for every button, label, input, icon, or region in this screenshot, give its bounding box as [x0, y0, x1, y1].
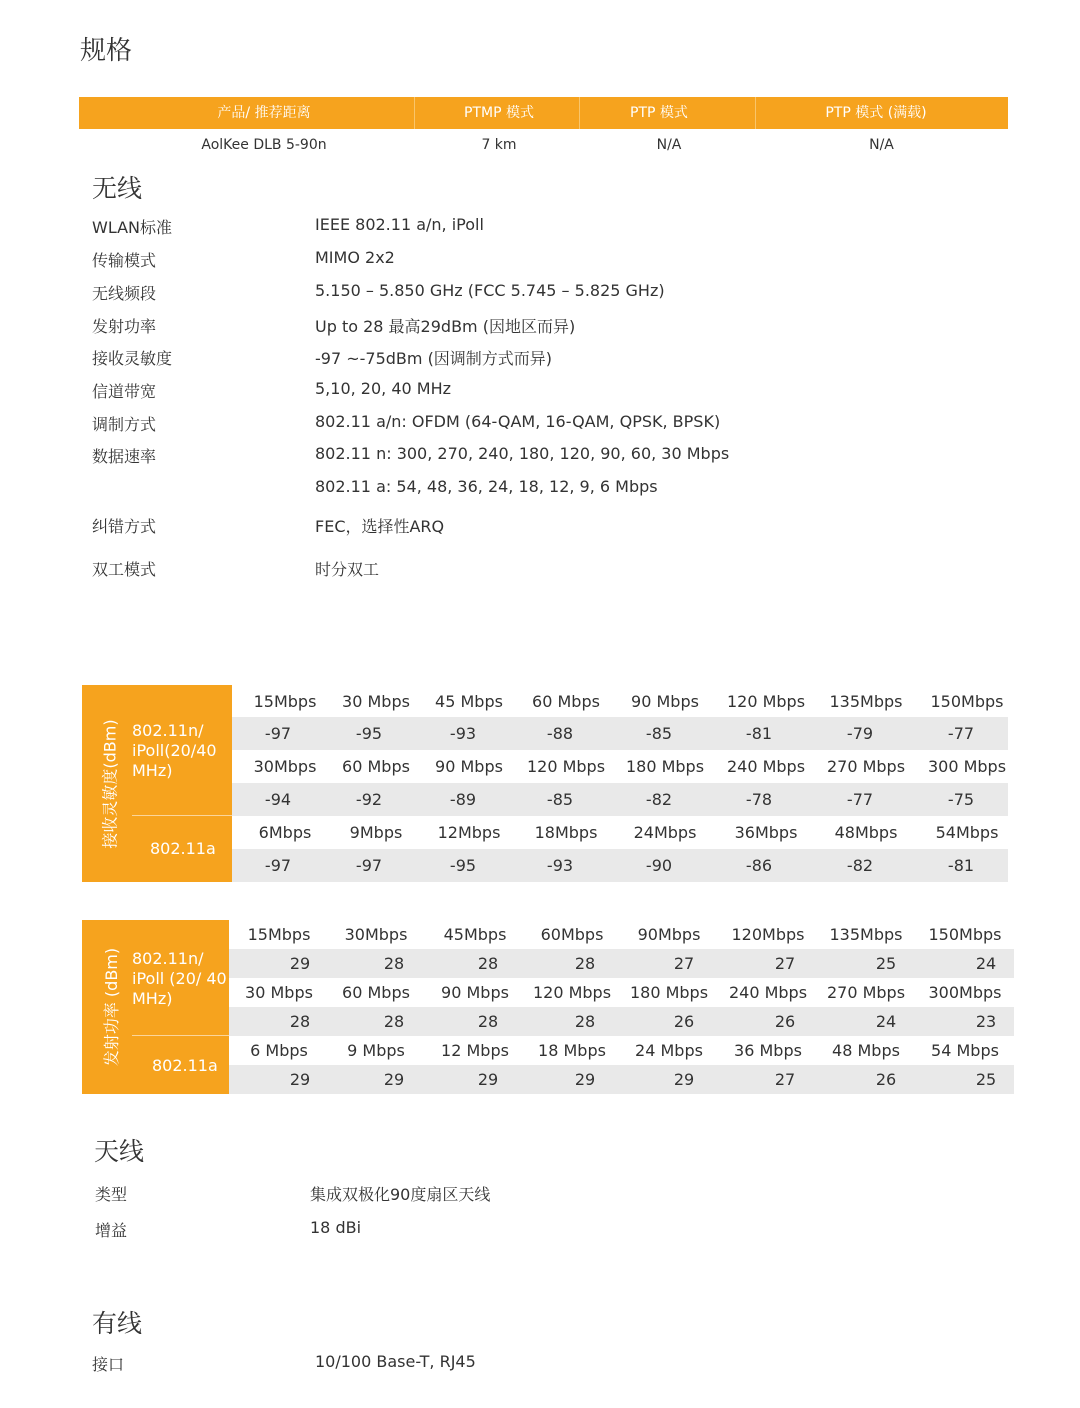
value-cell: 25	[975, 1070, 997, 1089]
spec-label: 接口	[92, 1355, 125, 1374]
value-cell: 28	[477, 954, 499, 973]
group-label-a: 802.11a	[152, 1056, 218, 1075]
page-title: 规格	[80, 36, 133, 66]
rate-cell: 48 Mbps	[832, 1041, 900, 1060]
spec-value: 5.150 – 5.850 GHz (FCC 5.745 – 5.825 GHz)	[315, 281, 665, 300]
rate-cell: 24Mbps	[633, 823, 697, 842]
value-cell: 27	[774, 954, 796, 973]
rate-cell: 15Mbps	[253, 692, 317, 711]
value-cell: 28	[383, 954, 405, 973]
value-cell: 24	[975, 954, 997, 973]
rate-cell: 270 Mbps	[826, 757, 906, 776]
value-cell: -93	[546, 856, 574, 875]
value-cell: 28	[574, 954, 596, 973]
rate-cell: 90 Mbps	[441, 983, 509, 1002]
rate-cell: 60 Mbps	[532, 692, 600, 711]
spec-value: 802.11 a: 54, 48, 36, 24, 18, 12, 9, 6 Mbps	[315, 477, 658, 496]
value-cell: 26	[774, 1012, 796, 1031]
rate-cell: 45 Mbps	[435, 692, 503, 711]
cell-product: AolKee DLB 5-90n	[201, 137, 327, 153]
value-cell: 27	[774, 1070, 796, 1089]
spec-value: 集成双极化90度扇区天线	[310, 1185, 491, 1204]
rate-cell: 120Mbps	[731, 925, 805, 944]
rate-cell: 36 Mbps	[734, 1041, 802, 1060]
rate-cell: 120 Mbps	[726, 692, 806, 711]
rate-cell: 120 Mbps	[526, 757, 606, 776]
spec-value: FEC，选择性ARQ	[315, 517, 445, 536]
spec-label: 无线频段	[92, 284, 157, 303]
group-label-n: 802.11n/ iPoll (20/ 40 MHz)	[132, 949, 227, 1008]
rate-cell: 150Mbps	[930, 692, 1004, 711]
spec-label: 增益	[95, 1221, 128, 1240]
rate-cell: 6 Mbps	[250, 1041, 308, 1060]
header-ptp: PTP 模式	[630, 105, 688, 121]
rate-cell: 18Mbps	[534, 823, 598, 842]
group-label-a: 802.11a	[150, 839, 216, 858]
value-cell: 28	[574, 1012, 596, 1031]
rate-cell: 300Mbps	[928, 983, 1002, 1002]
value-cell: -75	[947, 790, 975, 809]
rate-cell: 45Mbps	[443, 925, 507, 944]
rate-cell: 90 Mbps	[435, 757, 503, 776]
value-cell: -97	[355, 856, 383, 875]
rate-cell: 180 Mbps	[629, 983, 709, 1002]
rate-cell: 30Mbps	[344, 925, 408, 944]
value-cell: 26	[673, 1012, 695, 1031]
rate-cell: 30 Mbps	[245, 983, 313, 1002]
rate-cell: 24 Mbps	[635, 1041, 703, 1060]
header-ptp-full: PTP 模式 (满载)	[825, 105, 927, 121]
rate-cell: 240 Mbps	[726, 757, 806, 776]
wireless-title: 无线	[92, 174, 143, 203]
rate-cell: 135Mbps	[829, 925, 903, 944]
value-cell: 23	[975, 1012, 997, 1031]
rate-cell: 150Mbps	[928, 925, 1002, 944]
value-cell: -90	[645, 856, 673, 875]
value-cell: -97	[264, 724, 292, 743]
value-cell: 25	[875, 954, 897, 973]
header-product: 产品/ 推荐距离	[217, 105, 311, 121]
rate-cell: 240 Mbps	[728, 983, 808, 1002]
rate-cell: 36Mbps	[734, 823, 798, 842]
spec-label: 信道带宽	[92, 382, 157, 401]
header-divider	[579, 97, 580, 129]
value-cell: -79	[846, 724, 874, 743]
value-cell: -94	[264, 790, 292, 809]
value-cell: 26	[875, 1070, 897, 1089]
value-cell: 28	[289, 1012, 311, 1031]
value-cell: -89	[449, 790, 477, 809]
rate-cell: 48Mbps	[834, 823, 898, 842]
spec-label: 接收灵敏度	[92, 349, 173, 368]
rate-cell: 90 Mbps	[631, 692, 699, 711]
value-cell: 29	[477, 1070, 499, 1089]
spec-value: Up to 28 最高29dBm (因地区而异)	[315, 317, 576, 336]
rate-cell: 30 Mbps	[342, 692, 410, 711]
value-cell: 24	[875, 1012, 897, 1031]
value-cell: -85	[645, 724, 673, 743]
rate-cell: 60Mbps	[540, 925, 604, 944]
group-divider	[132, 815, 232, 816]
spec-label: WLAN标准	[92, 218, 173, 237]
rate-cell: 180 Mbps	[625, 757, 705, 776]
spec-value: 802.11 n: 300, 270, 240, 180, 120, 90, 60, 30 Mbps	[315, 444, 730, 463]
rate-cell: 54 Mbps	[931, 1041, 999, 1060]
value-cell: -86	[745, 856, 773, 875]
header-divider	[414, 97, 415, 129]
rate-cell: 300 Mbps	[927, 757, 1007, 776]
value-cell: -81	[947, 856, 975, 875]
rate-cell: 12 Mbps	[441, 1041, 509, 1060]
value-cell: -81	[745, 724, 773, 743]
spec-label: 纠错方式	[92, 517, 157, 536]
spec-value: 18 dBi	[310, 1218, 362, 1237]
spec-label: 调制方式	[92, 415, 157, 434]
value-cell: -77	[846, 790, 874, 809]
antenna-title: 天线	[94, 1137, 145, 1166]
rate-cell: 60 Mbps	[342, 983, 410, 1002]
cell-ptmp: 7 km	[481, 137, 517, 153]
value-cell: 29	[383, 1070, 405, 1089]
side-label: 接收灵敏度(dBm)	[100, 718, 119, 849]
value-cell: -77	[947, 724, 975, 743]
rate-cell: 54Mbps	[935, 823, 999, 842]
spec-value: 10/100 Base-T, RJ45	[315, 1352, 476, 1371]
value-cell: -92	[355, 790, 383, 809]
value-cell: -95	[449, 856, 477, 875]
spec-value: 5,10, 20, 40 MHz	[315, 379, 452, 398]
rate-cell: 9 Mbps	[347, 1041, 405, 1060]
value-cell: -85	[546, 790, 574, 809]
value-cell: -88	[546, 724, 574, 743]
rate-cell: 15Mbps	[247, 925, 311, 944]
spec-label: 发射功率	[92, 317, 157, 336]
group-divider	[132, 1035, 229, 1036]
value-cell: -93	[449, 724, 477, 743]
group-label-n: 802.11n/ iPoll(20/40 MHz)	[132, 721, 217, 780]
spec-value: MIMO 2x2	[315, 248, 395, 267]
value-cell: 29	[673, 1070, 695, 1089]
spec-value: IEEE 802.11 a/n, iPoll	[315, 215, 484, 234]
rate-cell: 30Mbps	[253, 757, 317, 776]
header-ptmp: PTMP 模式	[464, 105, 534, 121]
spec-label: 数据速率	[92, 447, 157, 466]
value-cell: -95	[355, 724, 383, 743]
rate-cell: 90Mbps	[637, 925, 701, 944]
value-cell: -97	[264, 856, 292, 875]
header-divider	[755, 97, 756, 129]
side-label: 发射功率 (dBm)	[102, 947, 121, 1067]
cell-ptp: N/A	[656, 137, 682, 153]
rate-cell: 135Mbps	[829, 692, 903, 711]
rate-cell: 18 Mbps	[538, 1041, 606, 1060]
rate-cell: 270 Mbps	[826, 983, 906, 1002]
spec-value: 802.11 a/n: OFDM (64-QAM, 16-QAM, QPSK, BPSK)	[315, 412, 721, 431]
rate-cell: 120 Mbps	[532, 983, 612, 1002]
value-cell: -82	[645, 790, 673, 809]
spec-label: 传输模式	[92, 251, 157, 270]
value-cell: -82	[846, 856, 874, 875]
rate-cell: 6Mbps	[258, 823, 312, 842]
wired-title: 有线	[92, 1309, 143, 1338]
product-table-header	[79, 97, 1008, 129]
spec-label: 类型	[95, 1185, 128, 1204]
value-cell: 29	[574, 1070, 596, 1089]
rate-cell: 12Mbps	[437, 823, 501, 842]
value-cell: -78	[745, 790, 773, 809]
spec-label: 双工模式	[92, 560, 157, 579]
cell-ptp-full: N/A	[869, 137, 894, 153]
spec-value: -97 ~-75dBm (因调制方式而异)	[315, 349, 553, 368]
value-cell: 29	[289, 954, 311, 973]
rate-cell: 60 Mbps	[342, 757, 410, 776]
value-cell: 29	[289, 1070, 311, 1089]
value-cell: 27	[673, 954, 695, 973]
rate-cell: 9Mbps	[349, 823, 403, 842]
value-cell: 28	[383, 1012, 405, 1031]
product-table-row	[79, 131, 1008, 159]
spec-value: 时分双工	[315, 560, 380, 579]
value-cell: 28	[477, 1012, 499, 1031]
